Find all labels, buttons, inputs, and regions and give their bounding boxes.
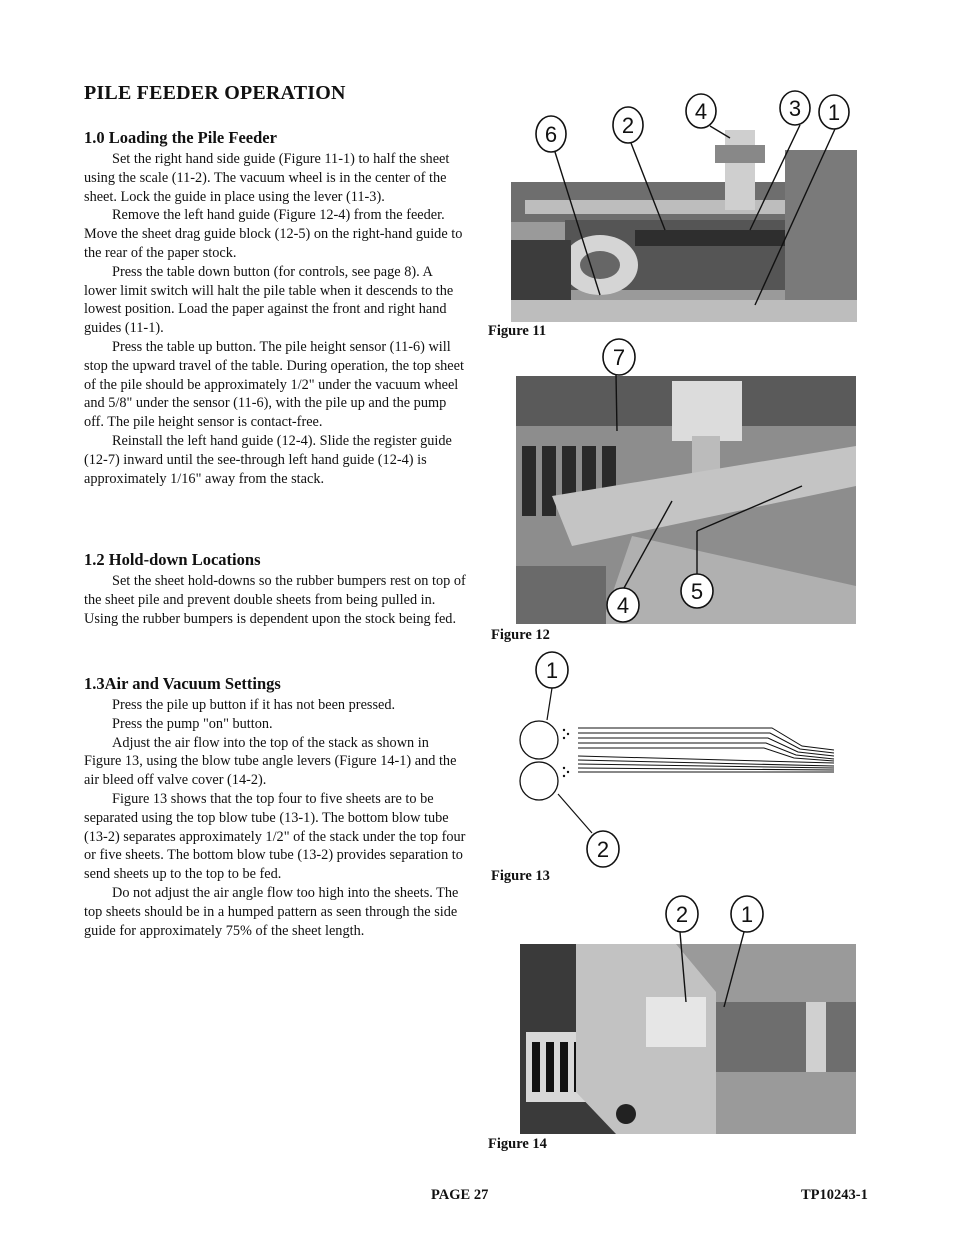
section-heading: 1.3Air and Vacuum Settings <box>84 674 281 693</box>
paragraph: Press the table up button. The pile height sensor (11-6) will stop the upward travel of the table. During operation, the top sheet of the pile should be approximately 1/2" under the vacuum wheel and 5/8" under the sensor (11-6), with the pile up and the pump off. The pile height sensor is contact-free. <box>84 338 464 431</box>
bottom-blow-tube <box>520 762 558 800</box>
callout-4-label: 4 <box>616 593 630 618</box>
section-hold-down <box>84 550 468 628</box>
top-blow-tube <box>520 721 558 759</box>
paragraph: Set the sheet hold-downs so the rubber bumpers rest on top of the sheet pile and prevent double sheets from being pulled in. Using the rubber bumpers is dependent upon the stock being fed. <box>84 573 466 627</box>
callout-1-label: 1 <box>827 100 841 125</box>
callout-2-label: 2 <box>621 113 635 138</box>
paragraph: Figure 13 shows that the top four to five sheets are to be separated using the top blow tube (13-1). The bottom blow tube (13-2) separates approximately 1/2" of the stack under the top four or five sheets. The bottom blow tube (13-2) provides separation to send sheets up to the top to be fed. <box>84 790 466 883</box>
callout-3-label: 3 <box>788 96 802 121</box>
callout-5-label: 5 <box>690 579 704 604</box>
paragraph: Reinstall the left hand guide (12-4). Slide the register guide (12-7) inward until the see-through left hand guide (12-4) is approximately 1/16" away from the stack. <box>84 432 452 487</box>
section-loading <box>84 128 468 488</box>
figure-14-caption: Figure 14 <box>488 1136 547 1152</box>
callout-1-label: 1 <box>545 658 559 683</box>
document-id: TP10243-1 <box>801 1187 868 1203</box>
sheet-stack <box>578 728 834 772</box>
section-heading: 1.0 Loading the Pile Feeder <box>84 128 277 147</box>
callout-6-label: 6 <box>544 122 558 147</box>
page-title: PILE FEEDER OPERATION <box>84 82 346 104</box>
paragraph: Remove the left hand guide (Figure 12-4) from the feeder. Move the sheet drag guide block (12-5) on the right-hand guide to the rear of the paper stock. <box>84 207 463 261</box>
paragraph: Adjust the air flow into the top of the stack as shown in Figure 13, using the blow tube angle levers (Figure 14-1) and the air bleed off valve cover (14-2). <box>84 734 457 789</box>
figure-11-photo <box>505 90 865 325</box>
figure-13-diagram <box>512 648 842 870</box>
callout-2-label: 2 <box>596 837 610 862</box>
callout-2-label: 2 <box>675 902 689 927</box>
section-heading: 1.2 Hold-down Locations <box>84 550 261 569</box>
figure-13-caption: Figure 13 <box>491 868 550 884</box>
section-air-vacuum <box>84 674 468 940</box>
paragraph: Set the right hand side guide (Figure 11-1) to half the sheet using the scale (11-2). The vacuum wheel is in the center of the sheet. Lock the guide in place using the lever (11-3). <box>84 151 450 205</box>
paragraph: Do not adjust the air angle flow too high into the sheets. The top sheets should be in a humped pattern as seen through the side guide for approximately 75% of the sheet length. <box>84 884 459 939</box>
figure-14-photo <box>516 892 858 1136</box>
page-number: PAGE 27 <box>431 1187 489 1203</box>
callout-1-label: 1 <box>740 902 754 927</box>
paragraph: Press the pump "on" button. <box>112 715 273 732</box>
paragraph: Press the pile up button if it has not been pressed. <box>112 697 396 713</box>
callout-4-label: 4 <box>694 99 708 124</box>
paragraph: Press the table down button (for controls, see page 8). A lower limit switch will halt the pile table when it descends to the lowest position. Load the paper against the front and right hand guides (11-1). <box>84 263 454 337</box>
figure-12-photo <box>512 336 858 626</box>
figure-12-caption: Figure 12 <box>491 627 550 643</box>
figure-11-caption: Figure 11 <box>488 323 547 339</box>
callout-7-label: 7 <box>612 345 626 370</box>
